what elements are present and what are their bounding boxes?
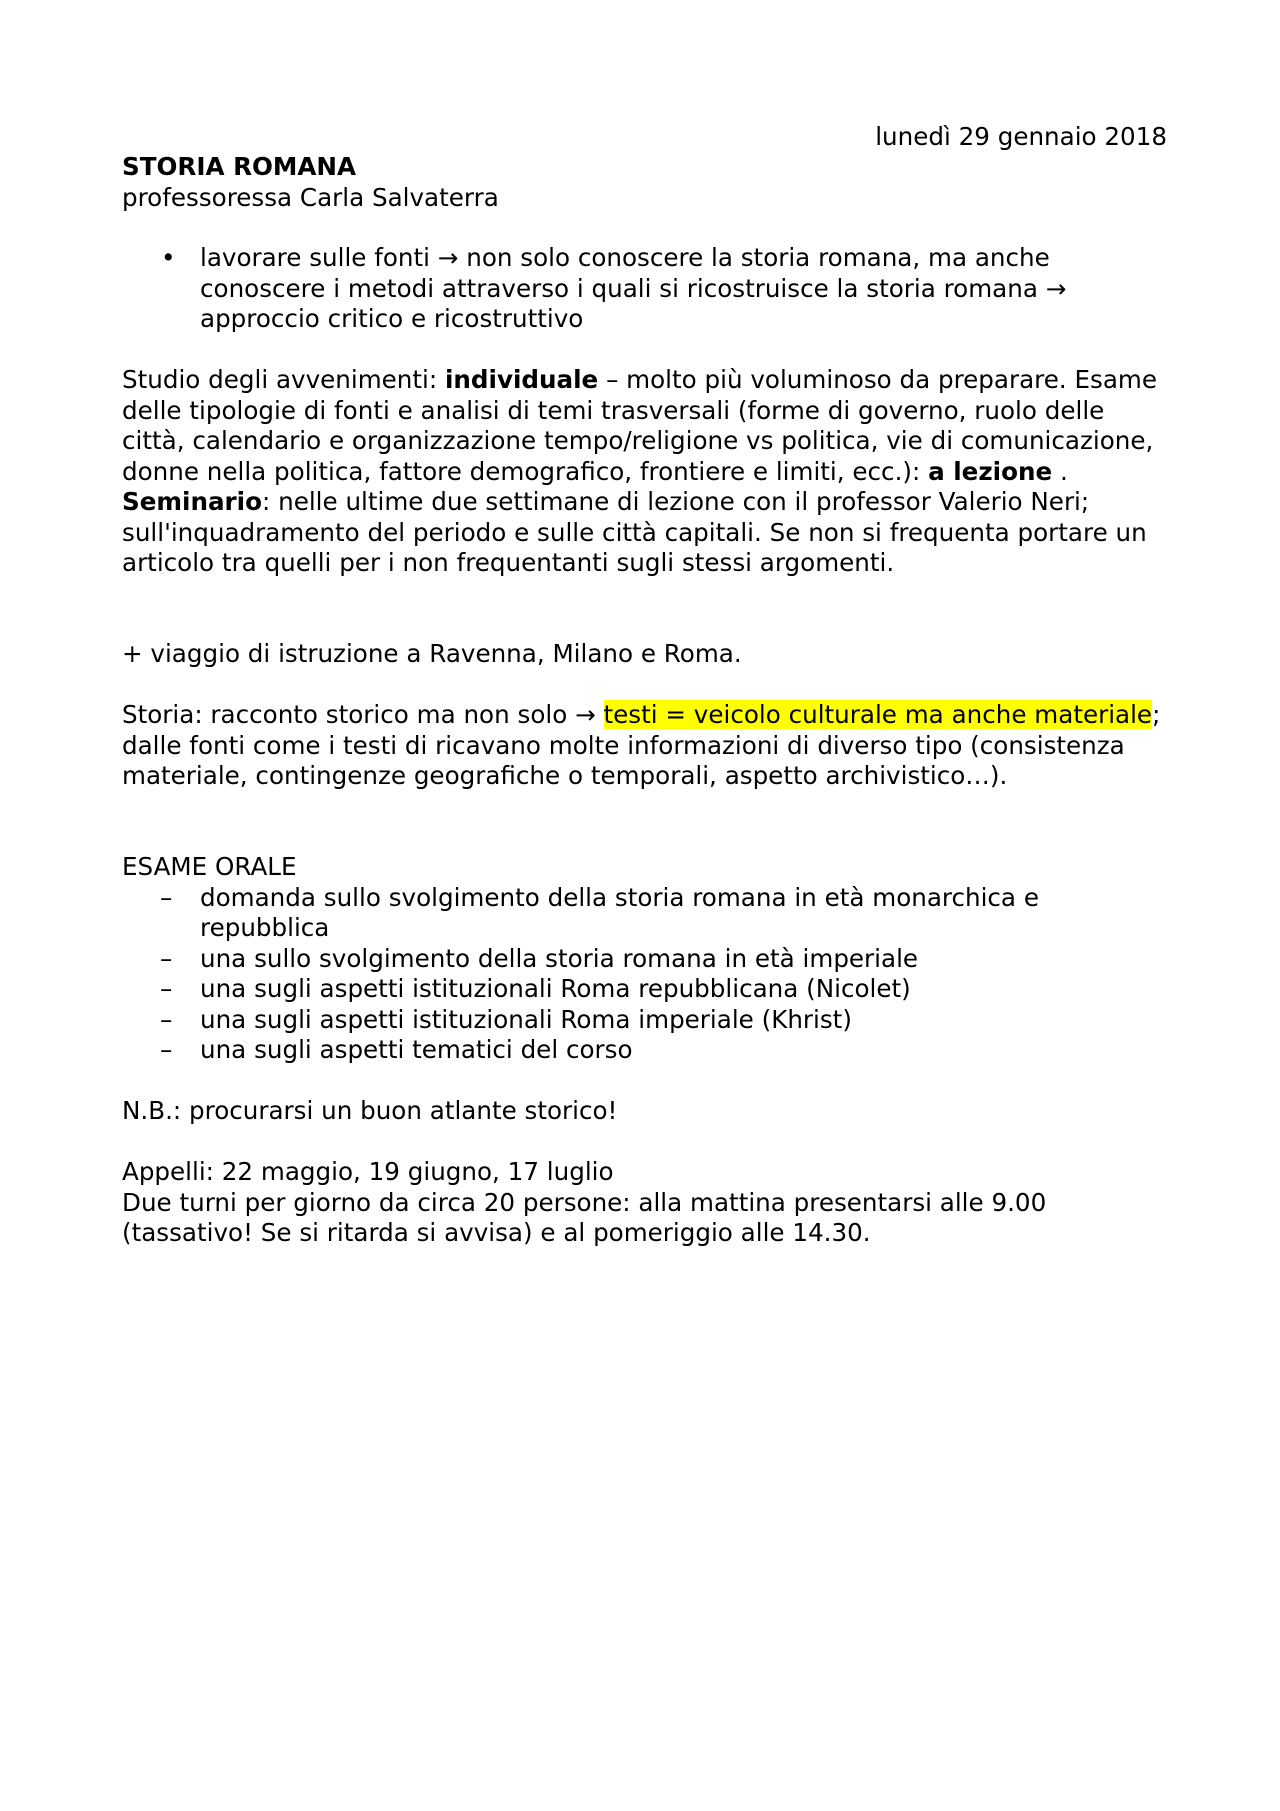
paragraph	[122, 700, 1167, 792]
bullet-marker: •	[161, 243, 176, 272]
list-item-text: una sugli aspetti istituzionali Roma repubblicana (Nicolet)	[200, 974, 911, 1003]
list-item-text: una sugli aspetti tematici del corso	[200, 1035, 633, 1064]
highlighted-text: testi = veicolo culturale ma anche materiale	[603, 700, 1153, 729]
list-item	[122, 883, 1167, 944]
storia-paragraph	[122, 700, 1167, 792]
dash-marker: –	[160, 882, 173, 912]
appelli-dates: Appelli: 22 maggio, 19 giugno, 17 luglio	[122, 1157, 614, 1186]
nb-paragraph: N.B.: procurarsi un buon atlante storico!	[122, 1096, 618, 1125]
bold-individuale: individuale	[444, 365, 599, 394]
seminar-label: Seminario	[122, 487, 263, 516]
seminar-text: : nelle ultime due settimane di lezione con il professor Valerio Neri; sull'inquadramento del periodo e sulle città capitali. Se non si frequenta portare un articolo tra quelli per i non frequentanti sugli stessi argomenti.	[122, 487, 1147, 577]
list-item-text: una sugli aspetti istituzionali Roma imperiale (Khrist)	[200, 1004, 852, 1034]
appelli-section	[122, 1157, 1167, 1249]
list-item-text: domanda sullo svolgimento della storia romana in età monarchica e repubblica	[200, 882, 1039, 942]
study-end: .	[1052, 456, 1068, 486]
exam-section	[122, 852, 1167, 1066]
list-item	[122, 1005, 1167, 1036]
storia-rest: ; dalle fonti come i testi di ricavano molte informazioni di diverso tipo (consistenza materiale, contingenze geografiche o temporali, aspetto archivistico…).	[122, 700, 1161, 790]
list-item	[122, 974, 1167, 1005]
dash-marker: –	[160, 943, 173, 973]
list-item	[122, 243, 1167, 335]
list-item	[122, 1035, 1167, 1066]
study-text: – molto più voluminoso da preparare. Esame delle tipologie di fonti e analisi di temi trasversali (forme di governo, ruolo delle città, calendario e organizzazione tempo/religione vs politica, vie di comunicazione, donne nella politica, fattore demografico, frontiere e limiti, ecc.):	[122, 365, 1158, 486]
exam-heading: ESAME ORALE	[122, 852, 297, 881]
paragraph	[122, 365, 1167, 487]
document-date: lunedì 29 gennaio 2018	[875, 122, 1167, 151]
list-item-text: una sullo svolgimento della storia romana in età imperiale	[200, 943, 919, 973]
list-item	[122, 944, 1167, 975]
paragraph	[122, 487, 1167, 579]
intro-bullet-list	[122, 243, 1167, 335]
document-title: STORIA ROMANA	[122, 152, 357, 181]
trip-paragraph: + viaggio di istruzione a Ravenna, Milano e Roma.	[122, 639, 742, 668]
exam-list	[122, 883, 1167, 1066]
study-paragraph	[122, 365, 1167, 579]
dash-marker: –	[160, 974, 173, 1003]
storia-lead: Storia: racconto storico ma non solo →	[122, 700, 604, 729]
dash-marker: –	[160, 1004, 173, 1034]
study-lead: Studio degli avvenimenti:	[122, 365, 445, 394]
list-item-text: lavorare sulle fonti → non solo conoscere la storia romana, ma anche conoscere i metodi attraverso i quali si ricostruisce la storia romana → approccio critico e ricostruttivo	[200, 243, 1067, 333]
professor-name: professoressa Carla Salvaterra	[122, 183, 499, 212]
bold-a-lezione: a lezione	[928, 456, 1053, 486]
dash-marker: –	[160, 1035, 173, 1064]
appelli-turns: Due turni per giorno da circa 20 persone: alla mattina presentarsi alle 9.00 (tassativo! Se si ritarda si avvisa) e al pomeriggio alle 14.30.	[122, 1187, 1047, 1247]
